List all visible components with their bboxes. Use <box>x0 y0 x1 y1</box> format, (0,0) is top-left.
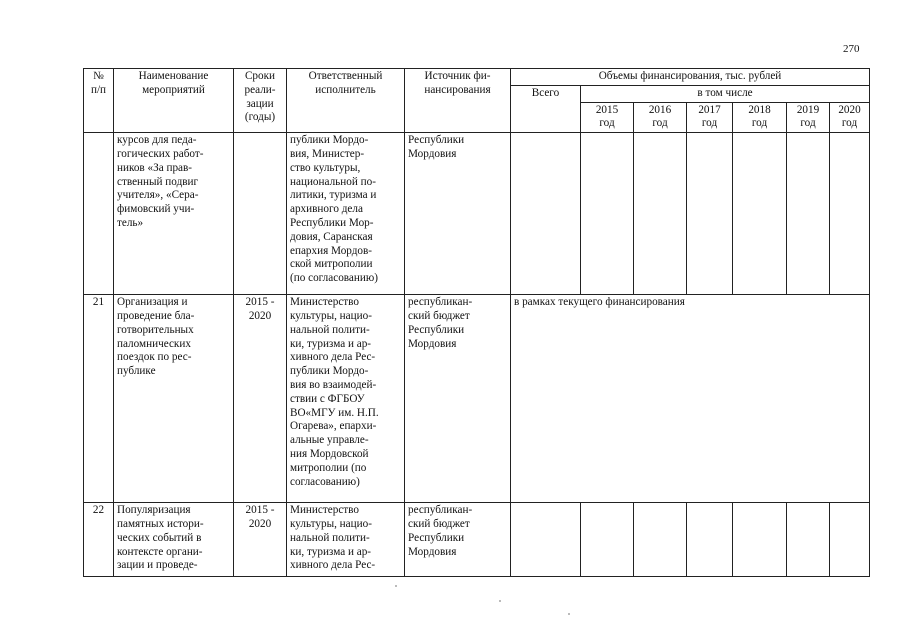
row-2017 <box>687 133 733 295</box>
row-total <box>511 503 581 577</box>
header-year-2020: 2020 год <box>830 102 870 133</box>
header-terms: Сроки реали- зации (годы) <box>234 69 287 133</box>
row-2020 <box>830 133 870 295</box>
row-2018 <box>733 133 787 295</box>
row-name: курсов для педа- гогических работ- ников «За прав- ственный подвиг учителя», «Сера- фимовский учи- тель» <box>114 133 234 295</box>
table-row <box>84 503 870 577</box>
header-name: Наименование мероприятий <box>114 69 234 133</box>
header-year-2018: 2018 год <box>733 102 787 133</box>
row-2015 <box>581 503 634 577</box>
row-executor: публики Мордо- вия, Министер- ство культуры, национальной по- литики, туризма и архивного дела Республики Мор- довия, Саранская епархия Мордов- ской митрополии (по согласованию) <box>287 133 405 295</box>
header-total: Всего <box>511 85 581 132</box>
header-year-2017: 2017 год <box>687 102 733 133</box>
page-number: 270 <box>843 43 860 55</box>
row-2019 <box>787 503 830 577</box>
row-2016 <box>634 503 687 577</box>
header-executor: Ответственный исполнитель <box>287 69 405 133</box>
row-executor: Министерство культуры, нацио- нальной полити- ки, туризма и ар- хивного дела Рес- <box>287 503 405 577</box>
row-executor: Министерство культуры, нацио- нальной полити- ки, туризма и ар- хивного дела Рес- публики Мордо- вия во взаимодей- ствии с ФГБОУ ВО«МГУ им. Н.П. Огарева», епархи- альные управле- ния Мордовской митрополии (по согласованию) <box>287 295 405 503</box>
row-funding-note: в рамках текущего финансирования <box>511 295 870 503</box>
row-terms: 2015 - 2020 <box>234 503 287 577</box>
row-2017 <box>687 503 733 577</box>
scan-speck <box>568 613 570 615</box>
row-name: Популяризация памятных истори- ческих событий в контексте органи- зации и проведе- <box>114 503 234 577</box>
row-2015 <box>581 133 634 295</box>
row-total <box>511 133 581 295</box>
table-row <box>84 133 870 295</box>
scan-speck <box>499 600 501 602</box>
funding-table <box>83 68 870 577</box>
header-including: в том числе <box>581 85 870 102</box>
row-2019 <box>787 133 830 295</box>
row-terms <box>234 133 287 295</box>
header-num: № п/п <box>84 69 114 133</box>
scan-speck <box>395 585 397 587</box>
table-row <box>84 295 870 503</box>
header-source: Источник фи- нансирования <box>405 69 511 133</box>
header-year-2019: 2019 год <box>787 102 830 133</box>
header-year-2015: 2015 год <box>581 102 634 133</box>
row-terms: 2015 - 2020 <box>234 295 287 503</box>
row-2018 <box>733 503 787 577</box>
row-name: Организация и проведение бла- готворительных паломнических поездок по рес- публике <box>114 295 234 503</box>
header-year-2016: 2016 год <box>634 102 687 133</box>
row-num: 22 <box>84 503 114 577</box>
row-source: республикан- ский бюджет Республики Мордовия <box>405 295 511 503</box>
row-source: Республики Мордовия <box>405 133 511 295</box>
row-num: 21 <box>84 295 114 503</box>
row-2016 <box>634 133 687 295</box>
row-2020 <box>830 503 870 577</box>
row-source: республикан- ский бюджет Республики Мордовия <box>405 503 511 577</box>
row-num <box>84 133 114 295</box>
header-volumes: Объемы финансирования, тыс. рублей <box>511 69 870 86</box>
